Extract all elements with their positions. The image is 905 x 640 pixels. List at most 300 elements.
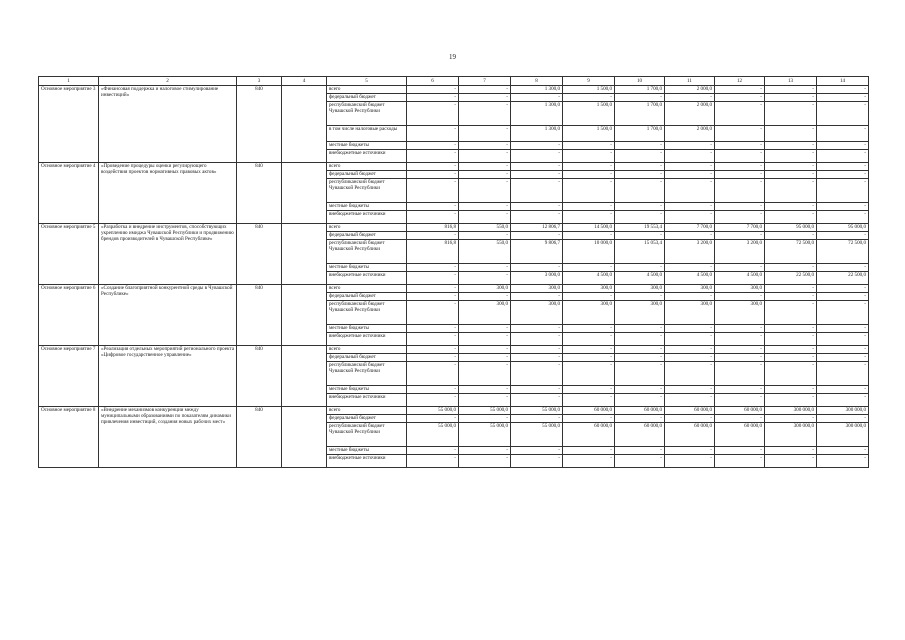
amount-cell: 60 000,0 <box>615 423 665 447</box>
amount-cell: - <box>511 447 563 455</box>
table-row <box>39 407 869 415</box>
amount-cell: - <box>615 362 665 386</box>
amount-cell: - <box>407 293 459 301</box>
amount-cell: 55 000,0 <box>511 407 563 415</box>
amount-cell: 300,0 <box>715 285 765 293</box>
amount-cell: 60 000,0 <box>665 407 715 415</box>
amount-cell: 1 500,0 <box>563 102 615 126</box>
amount-cell: - <box>715 333 765 346</box>
amount-cell: - <box>715 142 765 150</box>
amount-cell: - <box>715 325 765 333</box>
amount-cell: - <box>563 142 615 150</box>
amount-cell: - <box>459 86 511 94</box>
amount-cell: 300,0 <box>665 285 715 293</box>
amount-cell: 14 500,0 <box>563 224 615 232</box>
amount-cell: - <box>715 455 765 468</box>
funding-source: федеральный бюджет <box>327 415 407 423</box>
column-header-row <box>39 77 869 86</box>
amount-cell: 300 000,0 <box>765 423 817 447</box>
amount-cell: - <box>459 126 511 142</box>
amount-cell: 1 500,0 <box>563 126 615 142</box>
amount-cell: 300,0 <box>511 285 563 293</box>
amount-cell: - <box>511 264 563 272</box>
amount-cell: - <box>765 325 817 333</box>
funding-source: всего <box>327 346 407 354</box>
amount-cell: - <box>715 394 765 407</box>
funding-source: внебюджетные источники <box>327 333 407 346</box>
amount-cell: 816,8 <box>407 240 459 264</box>
amount-cell: - <box>715 203 765 211</box>
funding-source: местные бюджеты <box>327 203 407 211</box>
amount-cell: - <box>817 232 869 240</box>
amount-cell: - <box>715 150 765 163</box>
amount-cell: - <box>407 102 459 126</box>
activity-col4 <box>282 407 327 468</box>
amount-cell: 1 300,0 <box>511 102 563 126</box>
amount-cell: - <box>407 86 459 94</box>
amount-cell: - <box>407 211 459 224</box>
amount-cell: - <box>817 142 869 150</box>
activity-name: Основное мероприятие 5 <box>39 224 99 285</box>
amount-cell: - <box>615 264 665 272</box>
amount-cell: 60 000,0 <box>563 423 615 447</box>
amount-cell: - <box>511 415 563 423</box>
amount-cell: - <box>715 346 765 354</box>
amount-cell: - <box>615 354 665 362</box>
amount-cell: 55 000,0 <box>407 407 459 415</box>
amount-cell: - <box>817 362 869 386</box>
amount-cell: - <box>563 455 615 468</box>
amount-cell: - <box>407 264 459 272</box>
amount-cell: - <box>511 325 563 333</box>
amount-cell: - <box>817 163 869 171</box>
column-header-7: 7 <box>459 77 511 86</box>
column-header-11: 11 <box>665 77 715 86</box>
amount-cell: - <box>665 203 715 211</box>
amount-cell: - <box>665 333 715 346</box>
amount-cell: - <box>563 386 615 394</box>
amount-cell: - <box>563 211 615 224</box>
amount-cell: - <box>407 455 459 468</box>
amount-cell: - <box>765 126 817 142</box>
amount-cell: - <box>715 126 765 142</box>
amount-cell: 55 000,0 <box>407 423 459 447</box>
amount-cell: - <box>817 126 869 142</box>
amount-cell: 4 500,0 <box>715 272 765 285</box>
table-row <box>39 163 869 171</box>
activity-col4 <box>282 224 327 285</box>
funding-source: республиканский бюджет Чувашской Республики <box>327 423 407 447</box>
amount-cell: - <box>615 455 665 468</box>
amount-cell: - <box>615 415 665 423</box>
amount-cell: - <box>817 179 869 203</box>
amount-cell: - <box>459 264 511 272</box>
activity-col4 <box>282 346 327 407</box>
amount-cell: - <box>615 293 665 301</box>
amount-cell: - <box>615 150 665 163</box>
column-header-10: 10 <box>615 77 665 86</box>
amount-cell: - <box>407 354 459 362</box>
amount-cell: - <box>665 232 715 240</box>
amount-cell: - <box>563 394 615 407</box>
amount-cell: 1 300,0 <box>511 126 563 142</box>
amount-cell: - <box>817 447 869 455</box>
amount-cell: 1 700,0 <box>615 86 665 94</box>
funding-source: местные бюджеты <box>327 264 407 272</box>
funding-source: федеральный бюджет <box>327 232 407 240</box>
amount-cell: - <box>765 415 817 423</box>
amount-cell: - <box>459 179 511 203</box>
funding-source: республиканский бюджет Чувашской Республики <box>327 301 407 325</box>
amount-cell: 300,0 <box>459 301 511 325</box>
amount-cell: 72 500,0 <box>817 240 869 264</box>
amount-cell: - <box>665 142 715 150</box>
amount-cell: - <box>459 293 511 301</box>
amount-cell: - <box>765 354 817 362</box>
amount-cell: 22 500,0 <box>765 272 817 285</box>
amount-cell: - <box>407 163 459 171</box>
amount-cell: - <box>765 163 817 171</box>
amount-cell: - <box>615 203 665 211</box>
table-row <box>39 224 869 232</box>
amount-cell: - <box>511 211 563 224</box>
amount-cell: 72 500,0 <box>765 240 817 264</box>
amount-cell: - <box>459 346 511 354</box>
activity-code: 840 <box>237 86 282 163</box>
amount-cell: - <box>563 362 615 386</box>
amount-cell: 550,0 <box>459 240 511 264</box>
amount-cell: - <box>615 333 665 346</box>
amount-cell: - <box>665 455 715 468</box>
amount-cell: - <box>459 394 511 407</box>
amount-cell: - <box>665 362 715 386</box>
amount-cell: - <box>665 447 715 455</box>
amount-cell: - <box>511 94 563 102</box>
amount-cell: - <box>407 285 459 293</box>
funding-source: местные бюджеты <box>327 142 407 150</box>
amount-cell: 816,8 <box>407 224 459 232</box>
amount-cell: - <box>715 211 765 224</box>
amount-cell: - <box>459 325 511 333</box>
amount-cell: - <box>765 394 817 407</box>
amount-cell: 95 000,0 <box>817 224 869 232</box>
amount-cell: - <box>765 86 817 94</box>
amount-cell: - <box>817 203 869 211</box>
funding-source: республиканский бюджет Чувашской Республики <box>327 102 407 126</box>
amount-cell: 300,0 <box>563 285 615 293</box>
amount-cell: - <box>817 455 869 468</box>
table-row <box>39 285 869 293</box>
amount-cell: - <box>511 394 563 407</box>
activity-description: «Финансовая поддержка и налоговое стимулирование инвестиций» <box>99 86 237 163</box>
amount-cell: - <box>407 325 459 333</box>
amount-cell: 300,0 <box>459 285 511 293</box>
amount-cell: 1 500,0 <box>563 86 615 94</box>
funding-source: республиканский бюджет Чувашской Республики <box>327 240 407 264</box>
table-row <box>39 86 869 94</box>
amount-cell: - <box>817 171 869 179</box>
amount-cell: 60 000,0 <box>665 423 715 447</box>
funding-source: внебюджетные источники <box>327 272 407 285</box>
funding-source: внебюджетные источники <box>327 211 407 224</box>
funding-source: местные бюджеты <box>327 386 407 394</box>
amount-cell: 60 000,0 <box>615 407 665 415</box>
funding-source: всего <box>327 407 407 415</box>
activity-name: Основное мероприятие 8 <box>39 407 99 468</box>
amount-cell: - <box>715 94 765 102</box>
activity-description: «Разработка и внедрение инструментов, способствующих укреплению имиджа Чувашской Республики и продвижению брендов производителей в Чувашской Республике» <box>99 224 237 285</box>
amount-cell: - <box>715 232 765 240</box>
amount-cell: - <box>511 142 563 150</box>
amount-cell: 60 000,0 <box>563 407 615 415</box>
funding-source: всего <box>327 224 407 232</box>
amount-cell: - <box>665 394 715 407</box>
amount-cell: - <box>765 285 817 293</box>
funding-source: местные бюджеты <box>327 325 407 333</box>
amount-cell: - <box>715 163 765 171</box>
amount-cell: 60 000,0 <box>715 423 765 447</box>
amount-cell: 12 806,7 <box>511 224 563 232</box>
funding-source: республиканский бюджет Чувашской Республики <box>327 179 407 203</box>
amount-cell: - <box>511 293 563 301</box>
column-header-12: 12 <box>715 77 765 86</box>
column-header-3: 3 <box>237 77 282 86</box>
amount-cell: - <box>407 272 459 285</box>
amount-cell: - <box>715 179 765 203</box>
amount-cell: - <box>459 232 511 240</box>
amount-cell: - <box>817 102 869 126</box>
amount-cell: - <box>765 346 817 354</box>
amount-cell: 300,0 <box>563 301 615 325</box>
amount-cell: - <box>715 447 765 455</box>
activity-col4 <box>282 163 327 224</box>
amount-cell: - <box>615 394 665 407</box>
column-header-2: 2 <box>99 77 237 86</box>
amount-cell: - <box>765 455 817 468</box>
amount-cell: 1 300,0 <box>511 86 563 94</box>
funding-source: в том числе налоговые расходы <box>327 126 407 142</box>
amount-cell: - <box>459 447 511 455</box>
activity-code: 840 <box>237 285 282 346</box>
activity-description: «Внедрение механизмов конкуренции между муниципальными образованиями по показателям динамики привлечения инвестиций, создания новых рабочих мест» <box>99 407 237 468</box>
amount-cell: - <box>715 293 765 301</box>
amount-cell: - <box>511 179 563 203</box>
amount-cell: 15 053,4 <box>615 240 665 264</box>
amount-cell: - <box>511 386 563 394</box>
amount-cell: - <box>715 386 765 394</box>
amount-cell: - <box>765 142 817 150</box>
amount-cell: - <box>817 346 869 354</box>
amount-cell: - <box>563 447 615 455</box>
amount-cell: 300 000,0 <box>817 423 869 447</box>
amount-cell: - <box>665 354 715 362</box>
amount-cell: 300 000,0 <box>765 407 817 415</box>
amount-cell: - <box>615 211 665 224</box>
amount-cell: - <box>511 333 563 346</box>
amount-cell: - <box>817 333 869 346</box>
amount-cell: - <box>459 272 511 285</box>
amount-cell: 4 500,0 <box>665 272 715 285</box>
funding-source: всего <box>327 86 407 94</box>
amount-cell: 3 200,0 <box>715 240 765 264</box>
amount-cell: - <box>817 301 869 325</box>
amount-cell: 550,0 <box>459 224 511 232</box>
amount-cell: 1 700,0 <box>615 102 665 126</box>
amount-cell: 9 806,7 <box>511 240 563 264</box>
amount-cell: - <box>563 264 615 272</box>
amount-cell: - <box>665 346 715 354</box>
amount-cell: - <box>765 179 817 203</box>
funding-source: внебюджетные источники <box>327 455 407 468</box>
amount-cell: - <box>615 142 665 150</box>
amount-cell: 4 500,0 <box>615 272 665 285</box>
amount-cell: - <box>407 415 459 423</box>
column-header-13: 13 <box>765 77 817 86</box>
amount-cell: - <box>407 179 459 203</box>
amount-cell: - <box>765 94 817 102</box>
amount-cell: 300,0 <box>665 301 715 325</box>
funding-source: всего <box>327 285 407 293</box>
funding-source: федеральный бюджет <box>327 293 407 301</box>
amount-cell: - <box>615 386 665 394</box>
column-header-8: 8 <box>511 77 563 86</box>
amount-cell: - <box>459 171 511 179</box>
column-header-4: 4 <box>282 77 327 86</box>
amount-cell: 300,0 <box>615 285 665 293</box>
table-body <box>39 86 869 468</box>
funding-source: внебюджетные источники <box>327 150 407 163</box>
amount-cell: 10 000,0 <box>563 240 615 264</box>
amount-cell: - <box>765 447 817 455</box>
column-header-14: 14 <box>817 77 869 86</box>
amount-cell: - <box>665 150 715 163</box>
amount-cell: - <box>407 126 459 142</box>
amount-cell: 7 700,0 <box>715 224 765 232</box>
amount-cell: - <box>765 203 817 211</box>
activity-description: «Создание благоприятной конкурентной среды в Чувашской Республике» <box>99 285 237 346</box>
funding-source: республиканский бюджет Чувашской Республики <box>327 362 407 386</box>
activity-name: Основное мероприятие 7 <box>39 346 99 407</box>
activity-code: 840 <box>237 407 282 468</box>
amount-cell: - <box>511 203 563 211</box>
amount-cell: - <box>765 264 817 272</box>
activity-name: Основное мероприятие 4 <box>39 163 99 224</box>
amount-cell: - <box>665 325 715 333</box>
amount-cell: - <box>407 346 459 354</box>
activity-code: 840 <box>237 224 282 285</box>
amount-cell: - <box>407 232 459 240</box>
amount-cell: - <box>459 102 511 126</box>
amount-cell: - <box>765 102 817 126</box>
amount-cell: - <box>459 333 511 346</box>
amount-cell: 22 500,0 <box>817 272 869 285</box>
amount-cell: - <box>615 232 665 240</box>
amount-cell: - <box>615 179 665 203</box>
amount-cell: - <box>817 211 869 224</box>
amount-cell: - <box>407 394 459 407</box>
amount-cell: 1 700,0 <box>615 126 665 142</box>
amount-cell: - <box>615 163 665 171</box>
amount-cell: 55 000,0 <box>459 407 511 415</box>
amount-cell: - <box>511 455 563 468</box>
activity-code: 840 <box>237 163 282 224</box>
amount-cell: - <box>817 264 869 272</box>
amount-cell: - <box>765 232 817 240</box>
amount-cell: 4 500,0 <box>563 272 615 285</box>
amount-cell: - <box>817 415 869 423</box>
amount-cell: - <box>407 171 459 179</box>
amount-cell: - <box>715 102 765 126</box>
amount-cell: - <box>615 94 665 102</box>
amount-cell: 3 000,0 <box>511 272 563 285</box>
amount-cell: - <box>407 203 459 211</box>
amount-cell: - <box>511 346 563 354</box>
amount-cell: - <box>563 163 615 171</box>
amount-cell: - <box>715 362 765 386</box>
amount-cell: - <box>459 211 511 224</box>
amount-cell: - <box>715 415 765 423</box>
amount-cell: - <box>511 163 563 171</box>
amount-cell: - <box>765 301 817 325</box>
amount-cell: - <box>563 333 615 346</box>
amount-cell: - <box>511 362 563 386</box>
amount-cell: - <box>665 211 715 224</box>
amount-cell: - <box>459 94 511 102</box>
funding-source: федеральный бюджет <box>327 171 407 179</box>
amount-cell: - <box>563 354 615 362</box>
amount-cell: 55 000,0 <box>459 423 511 447</box>
column-header-6: 6 <box>407 77 459 86</box>
amount-cell: - <box>459 354 511 362</box>
amount-cell: - <box>817 354 869 362</box>
activity-code: 840 <box>237 346 282 407</box>
amount-cell: - <box>459 163 511 171</box>
funding-source: федеральный бюджет <box>327 354 407 362</box>
amount-cell: - <box>459 362 511 386</box>
amount-cell: - <box>715 86 765 94</box>
amount-cell: - <box>563 179 615 203</box>
amount-cell: - <box>817 150 869 163</box>
amount-cell: 2 000,0 <box>665 86 715 94</box>
amount-cell: 55 000,0 <box>511 423 563 447</box>
amount-cell: - <box>407 362 459 386</box>
amount-cell: - <box>563 415 615 423</box>
activity-description: «Реализация отдельных мероприятий регионального проекта «Цифровое государственное управление» <box>99 346 237 407</box>
amount-cell: - <box>665 179 715 203</box>
funding-source: внебюджетные источники <box>327 394 407 407</box>
amount-cell: - <box>817 94 869 102</box>
amount-cell: 19 553,4 <box>615 224 665 232</box>
amount-cell: - <box>511 150 563 163</box>
column-header-1: 1 <box>39 77 99 86</box>
page-number: 19 <box>449 53 456 61</box>
amount-cell: - <box>563 346 615 354</box>
amount-cell: - <box>459 386 511 394</box>
activity-description: «Проведение процедуры оценки регулирующего воздействия проектов нормативных правовых актов» <box>99 163 237 224</box>
amount-cell: - <box>817 86 869 94</box>
table-row <box>39 346 869 354</box>
amount-cell: - <box>615 325 665 333</box>
amount-cell: - <box>459 415 511 423</box>
amount-cell: 300 000,0 <box>817 407 869 415</box>
amount-cell: - <box>407 142 459 150</box>
amount-cell: - <box>765 386 817 394</box>
amount-cell: - <box>563 171 615 179</box>
amount-cell: - <box>765 171 817 179</box>
amount-cell: - <box>817 293 869 301</box>
amount-cell: - <box>615 171 665 179</box>
activity-col4 <box>282 86 327 163</box>
